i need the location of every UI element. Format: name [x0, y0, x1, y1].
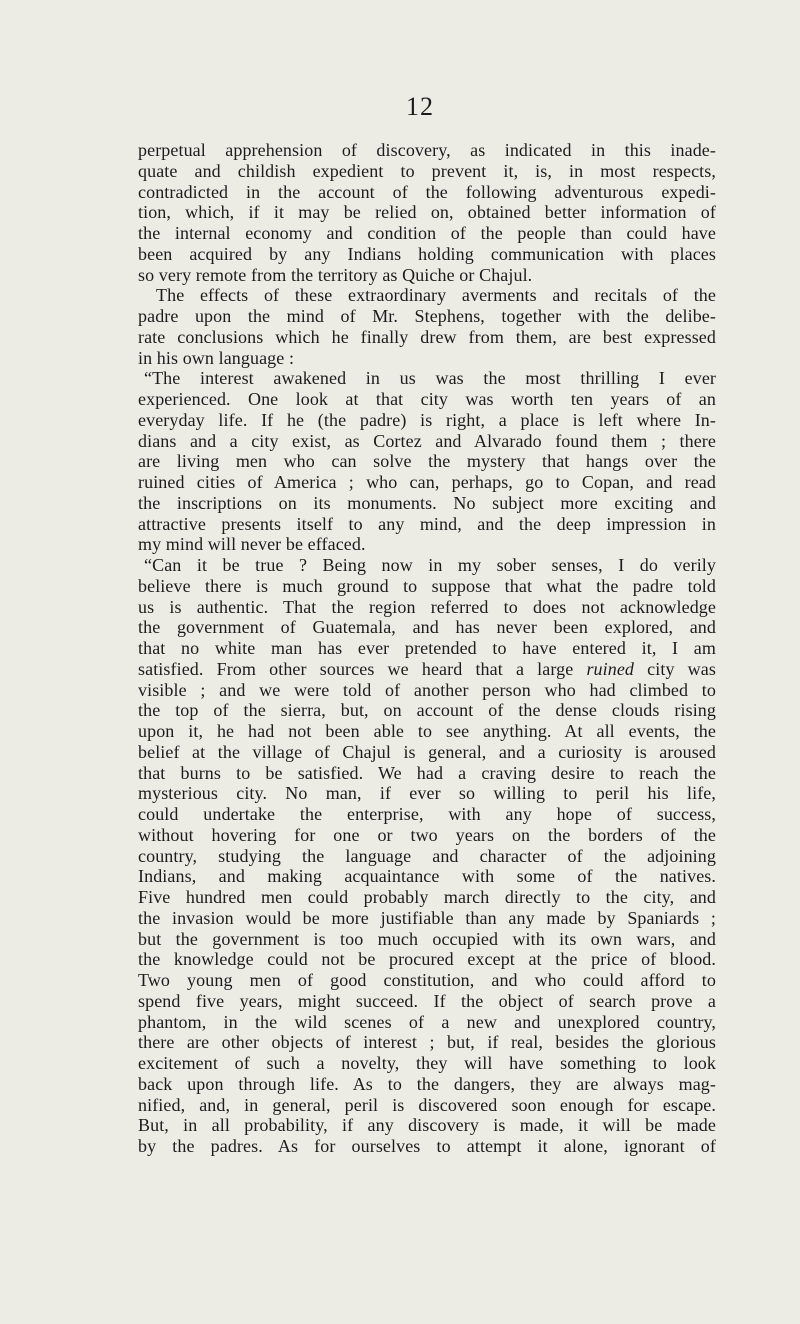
- text-line: the knowledge could not be procured except at the price of blood.: [138, 949, 716, 970]
- paragraph: [138, 140, 716, 285]
- paragraph: [138, 368, 716, 555]
- text-line: but the government is too much occupied with its own wars, and: [138, 928, 716, 949]
- paragraph: [138, 285, 716, 368]
- text-line: attractive presents itself to any mind, and the deep impression in: [138, 513, 716, 534]
- text-line: upon it, he had not been able to see anything. At all events, the: [138, 721, 716, 741]
- text-segment: satisfied. From other sources we heard that a large: [138, 658, 574, 679]
- text-line: so very remote from the territory as Quiche or Chajul.: [138, 264, 533, 285]
- text-line: are living men who can solve the mystery that hangs over the: [138, 451, 716, 472]
- body-text: [138, 140, 716, 1157]
- text-line: “Can it be true ? Being now in my sober senses, I do verily: [144, 555, 716, 575]
- text-segment: city was: [647, 658, 716, 679]
- text-line: ruined cities of America ; who can, perhaps, go to Copan, and read: [138, 472, 716, 492]
- text-line: the inscriptions on its monuments. No subject more exciting and: [138, 492, 716, 513]
- text-line: without hovering for one or two years on the borders of the: [138, 824, 716, 845]
- italic-word: ruined: [586, 658, 635, 679]
- text-line: spend five years, might succeed. If the object of search prove a: [138, 990, 716, 1011]
- text-line-with-emphasis: [138, 659, 716, 680]
- text-line: the government of Guatemala, and has never been explored, and: [138, 617, 716, 638]
- text-line: The effects of these extraordinary averments and recitals of the: [156, 285, 716, 306]
- text-line: everyday life. If he (the padre) is right, a place is left where In-: [138, 409, 716, 430]
- text-line: rate conclusions which he finally drew from them, are best expressed: [138, 326, 716, 347]
- text-line: back upon through life. As to the dangers, they are always mag-: [138, 1073, 716, 1094]
- text-line: Two young men of good constitution, and who could afford to: [138, 970, 716, 990]
- text-line: that burns to be satisfied. We had a craving desire to reach the: [138, 762, 716, 783]
- text-line: by the padres. As for ourselves to attempt it alone, ignorant of: [138, 1136, 716, 1156]
- text-line: dians and a city exist, as Cortez and Alvarado found them ; there: [138, 430, 716, 451]
- paragraph: [138, 555, 716, 1157]
- text-line: visible ; and we were told of another person who had climbed to: [138, 679, 716, 700]
- text-line: mysterious city. No man, if ever so willing to peril his life,: [138, 783, 716, 804]
- text-line: been acquired by any Indians holding communication with places: [138, 243, 716, 264]
- text-line: phantom, in the wild scenes of a new and unexplored country,: [138, 1011, 716, 1032]
- text-line: that no white man has ever pretended to have entered it, I am: [138, 638, 716, 658]
- text-line: Indians, and making acquaintance with some of the natives.: [138, 866, 716, 887]
- text-line: my mind will never be effaced.: [138, 534, 366, 555]
- text-line: But, in all probability, if any discovery is made, it will be made: [138, 1115, 716, 1136]
- text-line: us is authentic. That the region referred to does not acknowledge: [138, 596, 716, 617]
- text-line: the invasion would be more justifiable than any made by Spaniards ;: [138, 907, 716, 928]
- text-line: “The interest awakened in us was the most thrilling I ever: [144, 368, 716, 389]
- page-number: 12: [406, 92, 434, 121]
- text-line: there are other objects of interest ; but, if real, besides the glorious: [138, 1032, 716, 1053]
- text-line: padre upon the mind of Mr. Stephens, together with the delibe-: [138, 306, 716, 326]
- text-line: experienced. One look at that city was worth ten years of an: [138, 389, 716, 409]
- text-line: could undertake the enterprise, with any hope of success,: [138, 804, 716, 824]
- text-line: tion, which, if it may be relied on, obtained better information of: [138, 202, 716, 223]
- text-line: believe there is much ground to suppose that what the padre told: [138, 575, 716, 596]
- text-line: country, studying the language and character of the adjoining: [138, 845, 716, 866]
- text-line: perpetual apprehension of discovery, as indicated in this inade-: [138, 140, 716, 160]
- text-line: nified, and, in general, peril is discovered soon enough for escape.: [138, 1094, 716, 1115]
- text-line: the internal economy and condition of the people than could have: [138, 223, 716, 243]
- text-line: in his own language :: [138, 347, 295, 368]
- text-line: contradicted in the account of the following adventurous expedi-: [138, 181, 716, 202]
- text-line: quate and childish expedient to prevent it, is, in most respects,: [138, 160, 716, 181]
- text-line: belief at the village of Chajul is general, and a curiosity is aroused: [138, 741, 716, 762]
- text-line: excitement of such a novelty, they will have something to look: [138, 1053, 716, 1073]
- text-line: the top of the sierra, but, on account of the dense clouds rising: [138, 700, 716, 721]
- text-line: Five hundred men could probably march directly to the city, and: [138, 887, 716, 907]
